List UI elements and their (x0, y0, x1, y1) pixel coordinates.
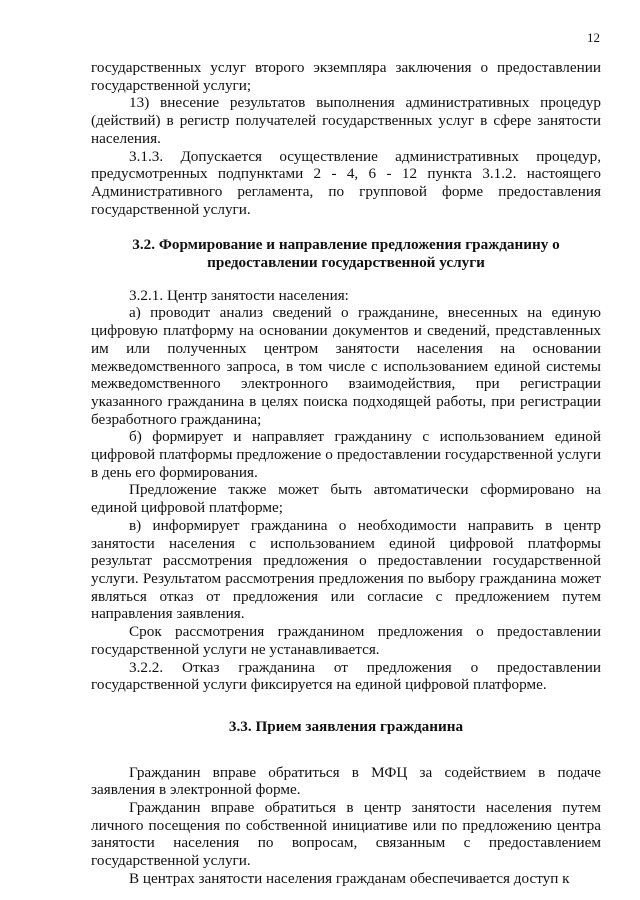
paragraph: б) формирует и направляет гражданину с использованием единой цифровой платформы предложение о предоставлении государственной услуги в день его формирования. (91, 428, 601, 481)
section-heading-3-3: 3.3. Прием заявления гражданина (228, 717, 464, 735)
section-heading-3-2: 3.2. Формирование и направление предложения гражданину о предоставлении государственной услуги (132, 236, 560, 272)
paragraph: Гражданин вправе обратиться в МФЦ за содействием в подаче заявления в электронной форме. (91, 763, 601, 799)
paragraph: Предложение также может быть автоматически сформировано на единой цифровой платформе; (91, 481, 601, 517)
paragraph: Срок рассмотрения гражданином предложения о предоставлении государственной услуги не устанавливается. (91, 623, 601, 658)
paragraph: 3.2.2. Отказ гражданина от предложения о предоставлении государственной услуги фиксируется на единой цифровой платформе. (91, 658, 601, 694)
page-number: 12 (587, 30, 600, 45)
document-body (91, 59, 601, 888)
paragraph: В центрах занятости населения гражданам обеспечивается доступ к (129, 869, 570, 887)
paragraph: в) информирует гражданина о необходимости направить в центр занятости населения с использованием единой цифровой платформы результат рассмотрения предложения о предоставлении государственной услуги. Результатом рассмотрения предложения по выбору гражданина может являться отказ от предложения или согласие с предложением путем направления заявления. (91, 516, 601, 623)
paragraph: 3.2.1. Центр занятости населения: (129, 286, 349, 304)
paragraph: 13) внесение результатов выполнения административных процедур (действий) в регистр получателей государственных услуг в сфере занятости населения. (91, 94, 601, 147)
paragraph: 3.1.3. Допускается осуществление административных процедур, предусмотренных подпунктами 2 - 4, 6 - 12 пункта 3.1.2. настоящего Административного регламента, по групповой форме предоставления государственной услуги. (91, 147, 601, 218)
paragraph: государственных услуг второго экземпляра заключения о предоставлении государственной услуги; (91, 59, 601, 94)
paragraph: а) проводит анализ сведений о гражданине, внесенных на единую цифровую платформу на основании документов и сведений, представленных им или полученных центром занятости населения на основании межведомственного запроса, в том числе с использованием единой системы межведомственного электронного взаимодействия, при регистрации указанного гражданина в целях поиска подходящей работы, при регистрации безработного гражданина; (91, 304, 601, 428)
paragraph: Гражданин вправе обратиться в центр занятости населения путем личного посещения по собственной инициативе или по предложению центра занятости населения по вопросам, связанным с предоставлением государственной услуги. (91, 799, 601, 870)
